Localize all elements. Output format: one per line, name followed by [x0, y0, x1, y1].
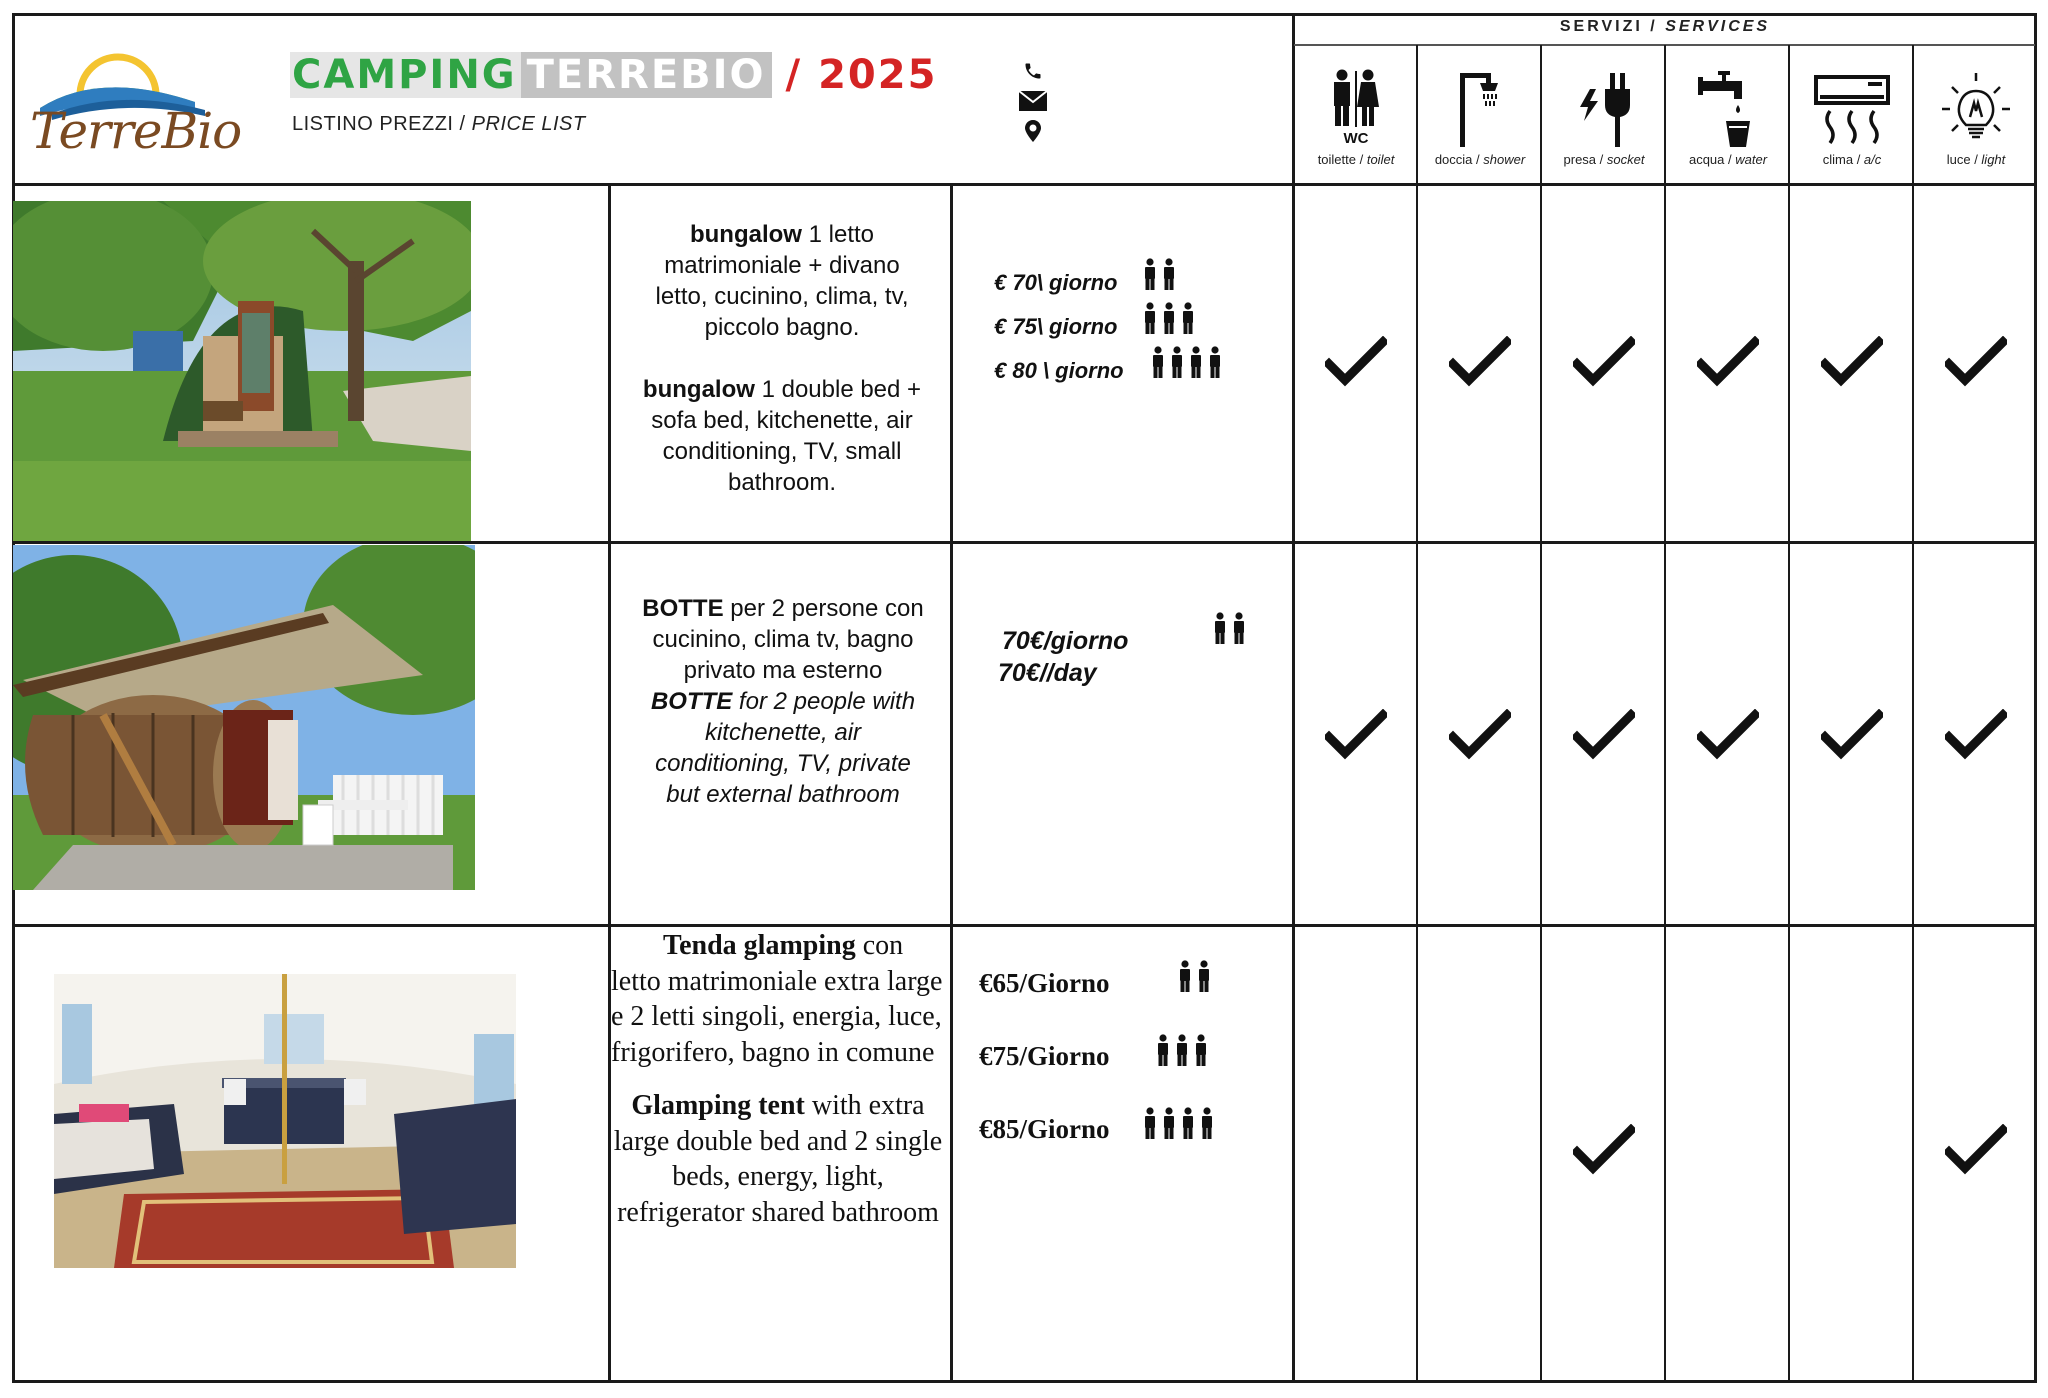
- phone-icon[interactable]: [1018, 56, 1048, 86]
- col-divider-desc: [950, 185, 953, 1383]
- service-socket: [1542, 46, 1666, 184]
- check-icon: [1449, 336, 1511, 388]
- glamping-people-3: [1156, 1034, 1208, 1071]
- services-title: SERVIZI / SERVICES: [1559, 18, 1771, 35]
- air-conditioner-icon: [1790, 66, 1914, 148]
- glamping-people-2: [1178, 960, 1211, 997]
- bungalow-price-2p: € 70\ giorno: [994, 270, 1118, 295]
- service-label-shower: doccia / shower: [1434, 152, 1526, 167]
- person-icon: [1194, 1034, 1208, 1071]
- contact-icons: [1018, 56, 1048, 146]
- check-icon: [1449, 709, 1511, 761]
- light-bulb-icon: [1914, 66, 2038, 148]
- service-toilet: [1294, 46, 1418, 184]
- wc-badge: WC: [1343, 130, 1369, 147]
- check-icon: [1573, 1124, 1635, 1176]
- location-pin-icon[interactable]: [1018, 116, 1048, 146]
- person-icon: [1162, 1107, 1176, 1144]
- bungalow-people-3: [1143, 302, 1195, 339]
- botte-description: [640, 593, 926, 810]
- bungalow-description: [640, 219, 924, 498]
- person-icon: [1181, 1107, 1195, 1144]
- bungalow-price-3p: € 75\ giorno: [994, 314, 1118, 339]
- person-icon: [1143, 302, 1157, 339]
- page-subtitle: [292, 113, 586, 136]
- service-ac: [1790, 46, 1914, 184]
- person-icon: [1213, 612, 1227, 649]
- person-icon: [1143, 258, 1157, 295]
- bungalow-people-2: [1143, 258, 1176, 295]
- person-icon: [1181, 302, 1195, 339]
- glamping-description: [611, 928, 945, 1230]
- person-icon: [1232, 612, 1246, 649]
- botte-people-2: [1213, 612, 1246, 649]
- service-light: [1914, 46, 2038, 184]
- title-year: 2025: [818, 52, 938, 98]
- subtitle-sep: /: [459, 113, 466, 135]
- bungalow-desc-it: bungalow 1 letto matrimoniale + divano letto, cucinino, clima, tv, piccolo bagno.: [655, 221, 909, 341]
- terrebio-logo: [30, 40, 242, 170]
- shower-icon: [1418, 66, 1542, 148]
- svc-col-6: [1912, 45, 1914, 1383]
- plug-icon: [1542, 66, 1666, 148]
- svc-col-4: [1664, 45, 1666, 1383]
- botte-price-day-en: 70€//day: [998, 659, 1097, 687]
- person-icon: [1151, 346, 1165, 383]
- subtitle-en: PRICE LIST: [471, 113, 586, 135]
- check-icon: [1945, 336, 2007, 388]
- glamping-price-3p: €75/Giorno: [979, 1041, 1110, 1071]
- person-icon: [1162, 258, 1176, 295]
- check-icon: [1573, 709, 1635, 761]
- botte-desc-en: BOTTE for 2 people with kitchenette, air conditioning, TV, private but external bathroom: [650, 688, 916, 808]
- botte-price-day-it: 70€/giorno: [1002, 627, 1129, 655]
- check-icon: [1697, 709, 1759, 761]
- title-terrebio: TERREBIO: [521, 52, 772, 98]
- service-label-water: acqua / water: [1688, 152, 1768, 167]
- logo-wordmark: TerreBio: [30, 102, 242, 160]
- bungalow-people-4: [1151, 346, 1222, 383]
- title-camping: CAMPING: [290, 52, 521, 98]
- subtitle-it: LISTINO PREZZI: [292, 113, 454, 135]
- person-icon: [1175, 1034, 1189, 1071]
- glamping-price-2p: €65/Giorno: [979, 968, 1110, 998]
- check-icon: [1821, 336, 1883, 388]
- svc-col-2: [1416, 45, 1418, 1383]
- person-icon: [1197, 960, 1211, 997]
- service-water: [1666, 46, 1790, 184]
- botte-desc-it: BOTTE per 2 persone con cucinino, clima tv, bagno privato ma esterno: [642, 595, 924, 684]
- col-divider-services: [1292, 13, 1295, 1383]
- person-icon: [1143, 1107, 1157, 1144]
- check-icon: [1573, 336, 1635, 388]
- service-label-socket: presa / socket: [1563, 152, 1645, 167]
- person-icon: [1156, 1034, 1170, 1071]
- glamping-tent-photo: [54, 974, 516, 1268]
- check-icon: [1821, 709, 1883, 761]
- person-icon: [1178, 960, 1192, 997]
- bungalow-desc-en: bungalow 1 double bed + sofa bed, kitchenette, air conditioning, TV, small bathroom.: [642, 376, 922, 496]
- service-label-toilet: toilette / toilet: [1317, 152, 1395, 167]
- glamping-desc-en: Glamping tent with extra large double bed and 2 single beds, energy, light, refrigerator shared bathroom: [613, 1090, 943, 1228]
- page-title: [290, 52, 937, 100]
- botte-barrel-photo: [13, 545, 475, 890]
- bungalow-price-4p: € 80 \ giorno: [994, 358, 1124, 383]
- bungalow-photo: [13, 201, 471, 541]
- check-icon: [1325, 336, 1387, 388]
- person-icon: [1200, 1107, 1214, 1144]
- wc-icon: [1294, 66, 1418, 148]
- person-icon: [1170, 346, 1184, 383]
- service-label-light: luce / light: [1946, 152, 2006, 167]
- glamping-price-4p: €85/Giorno: [979, 1114, 1110, 1144]
- person-icon: [1189, 346, 1203, 383]
- person-icon: [1162, 302, 1176, 339]
- row-divider-1: [12, 541, 2037, 544]
- service-label-ac: clima / a/c: [1822, 152, 1882, 167]
- check-icon: [1945, 709, 2007, 761]
- water-tap-icon: [1666, 66, 1790, 148]
- row-divider-2: [12, 924, 2037, 927]
- check-icon: [1697, 336, 1759, 388]
- person-icon: [1208, 346, 1222, 383]
- title-separator: /: [785, 52, 803, 98]
- check-icon: [1945, 1124, 2007, 1176]
- svc-col-5: [1788, 45, 1790, 1383]
- svc-col-3: [1540, 45, 1542, 1383]
- check-icon: [1325, 709, 1387, 761]
- service-shower: [1418, 46, 1542, 184]
- glamping-people-4: [1143, 1107, 1214, 1144]
- glamping-desc-it: Tenda glamping con letto matrimoniale extra large e 2 letti singoli, energia, luce, frigorifero, bagno in comune: [611, 930, 943, 1068]
- mail-icon[interactable]: [1018, 86, 1048, 116]
